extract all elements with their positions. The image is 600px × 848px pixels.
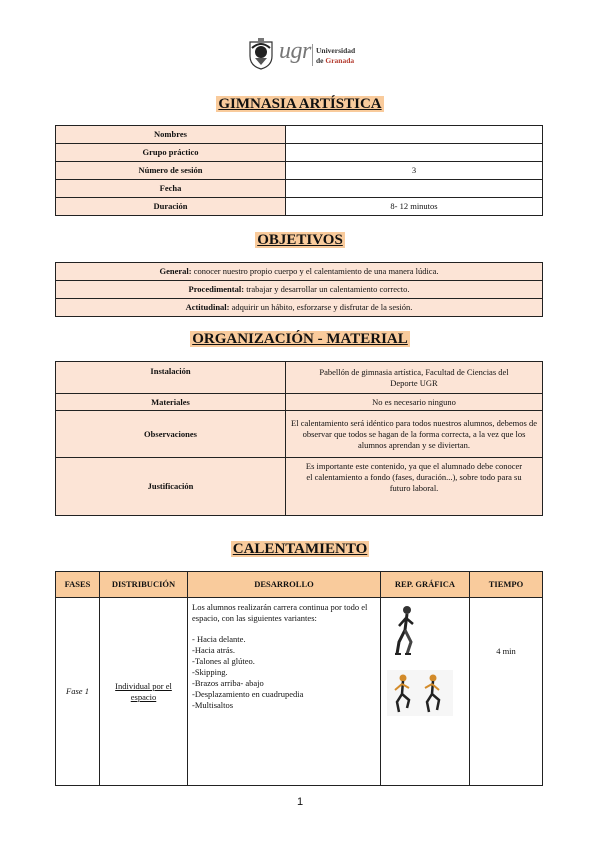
organizacion-table [55,361,543,516]
table-row [56,299,543,317]
runner-illustration [385,602,453,662]
objetivos-heading-text: OBJETIVOS [257,232,343,248]
organizacion-heading [0,330,600,348]
col-header-rep-grafica: REP. GRÁFICA [381,572,470,598]
label-materiales: Materiales [56,394,286,411]
logo-line1: Universidad [316,46,356,55]
table-row [56,394,543,411]
label-observaciones: Observaciones [56,411,286,458]
variante-item: -Multisaltos [192,700,234,710]
variante-item: -Desplazamiento en cuadrupedia [192,689,304,699]
objetivo-label: General: [159,266,192,276]
calentamiento-heading [0,540,600,558]
col-header-desarrollo: DESARROLLO [188,572,381,598]
cell-distribucion: Individual por el espacio [100,598,188,786]
table-row [56,281,543,299]
value-duracion: 8- 12 minutos [286,198,543,216]
crest-icon [246,38,276,70]
university-logo [246,38,366,72]
label-instalacion: Instalación [56,362,286,394]
table-row [56,198,543,216]
value-nombres [286,126,543,144]
objetivo-text: adquirir un hábito, esforzarse y disfrutar de la sesión. [229,302,413,312]
label-nombres: Nombres [56,126,286,144]
cell-tiempo: 4 min [470,598,543,786]
value-materiales: No es necesario ninguno [286,394,543,411]
variante-item: -Brazos arriba- abajo [192,678,264,688]
value-observaciones: El calentamiento será idéntico para todos nuestros alumnos, debemos de observar que todos se hagan de la forma correcta, a la vez que los alumnos aprendan y se diviertan. [286,411,543,458]
skipping-illustration [387,670,453,716]
table-row [56,180,543,198]
table-row [56,458,543,516]
value-justificacion: Es importante este contenido, ya que el alumnado debe conocer el calentamiento a fondo (fases, duración...), sobre todo para su futuro laboral. [286,458,543,516]
variante-item: - Hacia delante. [192,634,246,644]
calentamiento-heading-text: CALENTAMIENTO [232,541,368,557]
table-row [56,263,543,281]
desarrollo-intro: Los alumnos realizarán carrera continua por todo el espacio, con las siguientes variantes: [192,602,368,623]
value-fecha [286,180,543,198]
calentamiento-table [55,571,543,786]
label-grupo: Grupo práctico [56,144,286,162]
session-info-table [55,125,543,216]
col-header-fases: FASES [56,572,100,598]
objetivos-heading [0,231,600,249]
value-sesion: 3 [286,162,543,180]
cell-rep-grafica [381,598,470,786]
organizacion-heading-text: ORGANIZACIÓN - MATERIAL [192,331,408,347]
objetivo-label: Procedimental: [188,284,245,294]
logo-ugr-text: ugr [279,38,311,64]
logo-line2-prefix: de [316,56,324,65]
value-grupo [286,144,543,162]
objetivo-actitudinal [56,299,543,317]
objetivo-text: trabajar y desarrollar un calentamiento correcto. [244,284,410,294]
cell-fase: Fase 1 [56,598,100,786]
objetivos-table [55,262,543,317]
objetivo-text: conocer nuestro propio cuerpo y el calentamiento de una manera lúdica. [191,266,439,276]
objetivo-general [56,263,543,281]
variante-item: -Hacia atrás. [192,645,235,655]
table-row [56,126,543,144]
objetivo-procedimental [56,281,543,299]
logo-line2 [316,56,355,66]
logo-line2-name: Granada [325,56,355,65]
table-header-row [56,572,543,598]
value-instalacion: Pabellón de gimnasia artística, Facultad de Ciencias del Deporte UGR [286,362,543,394]
logo-divider [312,44,313,66]
col-header-tiempo: TIEMPO [470,572,543,598]
page-title [0,95,600,113]
table-row [56,411,543,458]
table-row [56,362,543,394]
label-justificacion: Justificación [56,458,286,516]
table-row [56,144,543,162]
label-fecha: Fecha [56,180,286,198]
page-number: 1 [296,796,304,808]
page-title-text: GIMNASIA ARTÍSTICA [218,96,382,112]
logo-university-name [316,46,355,66]
label-sesion: Número de sesión [56,162,286,180]
col-header-distribucion: DISTRIBUCIÓN [100,572,188,598]
variante-item: -Talones al glúteo. [192,656,255,666]
label-duracion: Duración [56,198,286,216]
table-row [56,162,543,180]
table-row [56,598,543,786]
variante-item: -Skipping. [192,667,228,677]
cell-desarrollo [188,598,381,786]
objetivo-label: Actitudinal: [185,302,230,312]
